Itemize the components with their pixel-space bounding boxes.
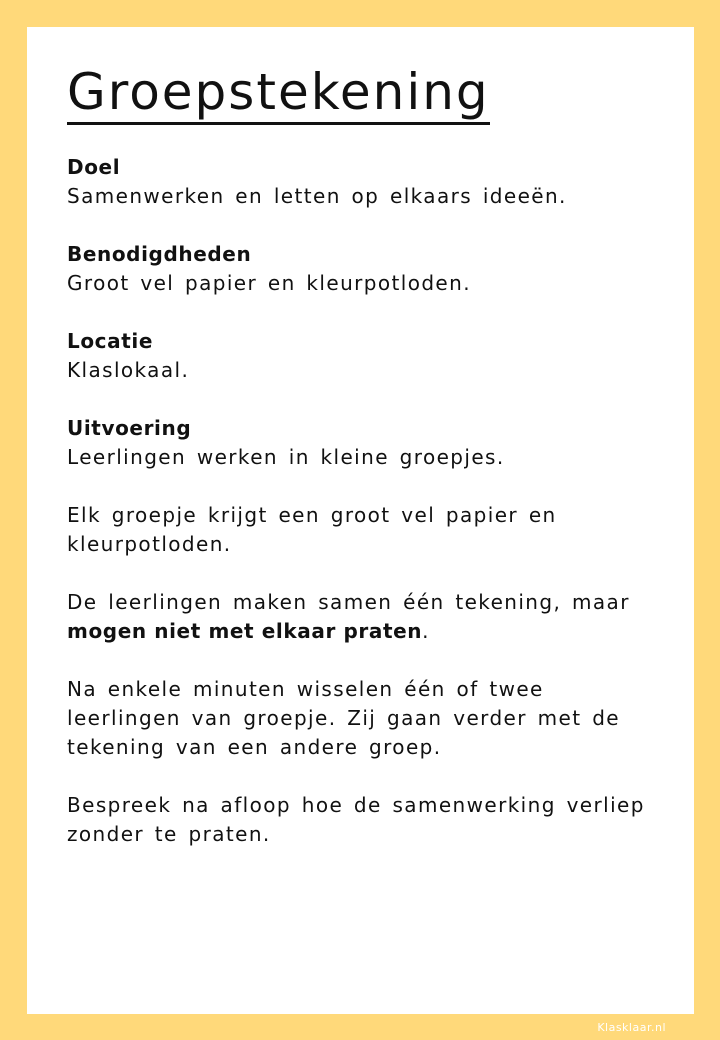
section-text-benodigdheden: Groot vel papier en kleurpotloden. (67, 271, 471, 295)
section-text-locatie: Klaslokaal. (67, 358, 190, 382)
section-text-doel: Samenwerken en letten op elkaars ideeën. (67, 184, 567, 208)
footer-brand: Klasklaar.nl (597, 1021, 666, 1034)
section-heading-uitvoering: Uitvoering (67, 416, 192, 440)
uitvoering-paragraph-3-end: . (422, 619, 430, 643)
uitvoering-paragraph-3-bold: mogen niet met elkaar praten (67, 619, 423, 643)
uitvoering-paragraph-3-start: De leerlingen maken samen één tekening, maar (67, 590, 630, 614)
uitvoering-paragraph-5: Bespreek na afloop hoe de samenwerking verliep zonder te praten. (67, 793, 645, 846)
section-heading-doel: Doel (67, 155, 121, 179)
section-heading-benodigdheden: Benodigdheden (67, 242, 252, 266)
uitvoering-paragraph-3 (67, 588, 667, 646)
uitvoering-paragraph-1: Leerlingen werken in kleine groepjes. (67, 445, 505, 469)
page-title: Groepstekening (67, 65, 490, 125)
card-content (67, 153, 667, 849)
activity-card (27, 27, 694, 1014)
uitvoering-paragraph-2: Elk groepje krijgt een groot vel papier en kleurpotloden. (67, 503, 557, 556)
section-heading-locatie: Locatie (67, 329, 154, 353)
uitvoering-paragraph-4: Na enkele minuten wisselen één of twee leerlingen van groepje. Zij gaan verder met de tekening van een andere groep. (67, 677, 621, 759)
